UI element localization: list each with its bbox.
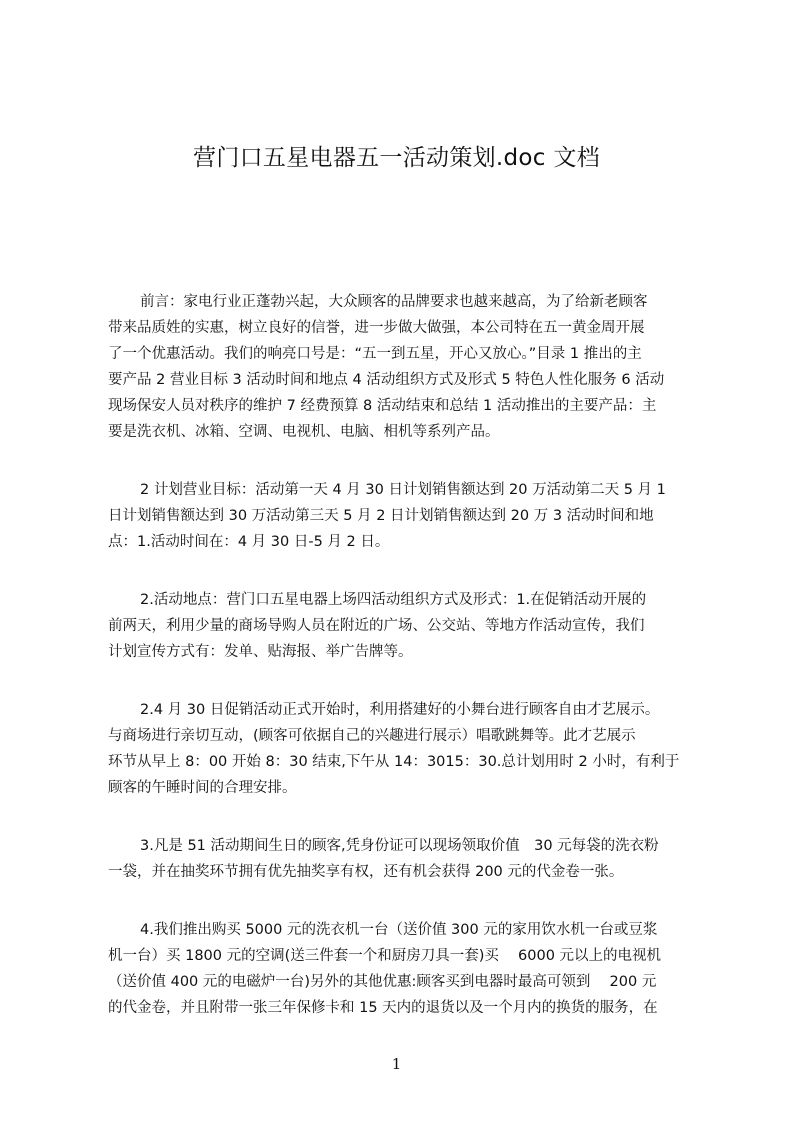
text-line: 的代金卷，并且附带一张三年保修卡和 15 天内的退货以及一个月内的换货的服务，在 (108, 1000, 658, 1016)
paragraph-talent-show (108, 697, 697, 801)
text-line: 前两天，利用少量的商场导购人员在附近的广场、公交站、等地方作活动宣传，我们 (108, 618, 645, 634)
text-line: 3.凡是 51 活动期间生日的顾客,凭身份证可以现场领取价值 30 元每袋的洗衣粉 (140, 838, 659, 854)
paragraph-purchase-offers (108, 917, 697, 1021)
paragraph-location (108, 587, 697, 665)
page-number: 1 (391, 1055, 402, 1073)
text-line: 了一个优惠活动。我们的响亮口号是：“五一到五星，开心又放心。”目录 1 推出的主 (108, 346, 642, 362)
text-line: 日计划销售额达到 30 万活动第三天 5 月 2 日计划销售额达到 20 万 3 活动时间和地 (108, 508, 654, 524)
text-line: 2.4 月 30 日促销活动正式开始时，利用搭建好的小舞台进行顾客自由才艺展示。 (140, 702, 660, 718)
text-line: 2 计划营业目标：活动第一天 4 月 30 日计划销售额达到 20 万活动第二天 5 月 1 (140, 482, 666, 498)
paragraph-birthday-offer (108, 833, 697, 885)
text-line: 与商场进行亲切互动，(顾客可依据自己的兴趣进行展示）唱歌跳舞等。此才艺展示 (108, 728, 636, 744)
paragraph-sales-target (108, 477, 697, 555)
text-line: 顾客的午睡时间的合理安排。 (108, 780, 297, 796)
text-line: 一袋，并在抽奖环节拥有优先抽奖享有权，还有机会获得 200 元的代金卷一张。 (108, 864, 624, 880)
text-line: 现场保安人员对秩序的维护 7 经费预算 8 活动结束和总结 1 活动推出的主要产品：主 (108, 398, 657, 414)
document-body (108, 289, 697, 1053)
paragraph-preface (108, 289, 697, 445)
text-line: （送价值 400 元的电磁炉一台)另外的其他优惠:顾客买到电器时最高可领到 200 元 (108, 974, 657, 990)
document-title: 营门口五星电器五一活动策划.doc 文档 (193, 145, 600, 171)
text-line: 带来品质姓的实惠，树立良好的信誉，进一步做大做强，本公司特在五一黄金周开展 (108, 320, 645, 336)
text-line: 2.活动地点：营门口五星电器上场四活动组织方式及形式：1.在促销活动开展的 (140, 592, 647, 608)
text-line: 计划宣传方式有：发单、贴海报、举广告牌等。 (108, 644, 413, 660)
text-line: 机一台）买 1800 元的空调(送三件套一个和厨房刀具一套)买 6000 元以上的电视机 (108, 948, 662, 964)
text-line: 要产品 2 营业目标 3 活动时间和地点 4 活动组织方式及形式 5 特色人性化服务 6 活动 (108, 372, 665, 388)
text-line: 4.我们推出购买 5000 元的洗衣机一台（送价值 300 元的家用饮水机一台或豆浆 (140, 922, 658, 938)
text-line: 前言：家电行业正蓬勃兴起，大众顾客的品牌要求也越来越高，为了给新老顾客 (140, 294, 648, 310)
text-line: 点：1.活动时间在：4 月 30 日-5 月 2 日。 (108, 534, 390, 550)
text-line: 环节从早上 8：00 开始 8：30 结束,下午从 14：3015：30.总计划用时 2 小时，有利于 (108, 754, 680, 770)
text-line: 要是洗衣机、冰箱、空调、电视机、电脑、相机等系列产品。 (108, 424, 500, 440)
